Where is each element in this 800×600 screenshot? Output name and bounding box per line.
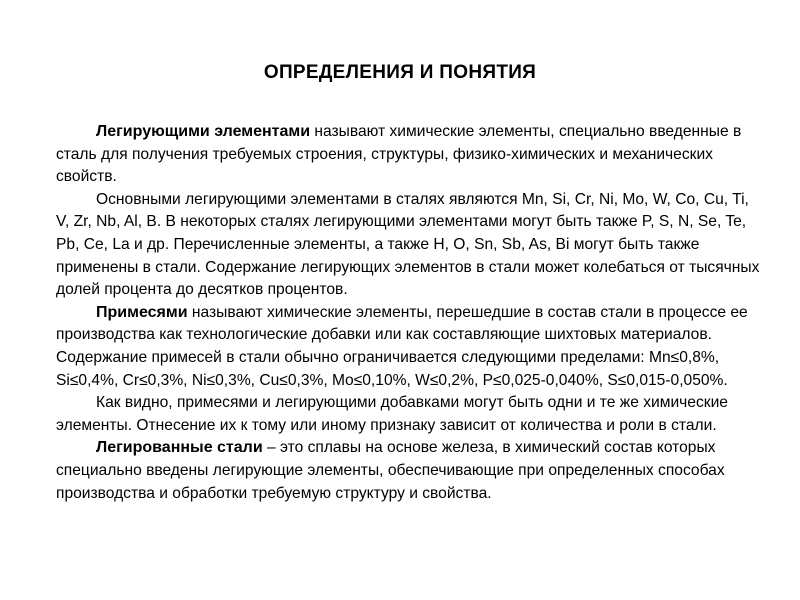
paragraph-alloyed-steels	[56, 437, 762, 505]
text-main-alloying-elements: Основными легирующими элементами в сталях являются Mn, Si, Cr, Ni, Mo, W, Co, Cu, Ti, V, Zr, Nb, Al, B. В некоторых сталях легирующими элементами могут быть также P, S, N, Se, Te, Pb, Ce, La и др. Перечисленные элементы, а также H, O, Sn, Sb, As, Bi могут быть также применены в стали. Содержание легирующих элементов в стали может колебаться от тысячных долей процента до десятков процентов.	[56, 190, 760, 299]
term-alloyed-steels: Легированные стали	[96, 439, 263, 457]
text-comparison: Как видно, примесями и легирующими добавками могут быть одни и те же химические элементы. Отнесение их к тому или иному признаку зависит от количества и роли в стали.	[56, 394, 728, 434]
definition-alloyed-steels: – это сплавы на основе железа, в химический состав которых специально введены легирующие элементы, обеспечивающие при определенных способах производства и обработки требуемую структуру и свойства.	[56, 439, 725, 502]
paragraph-main-alloying-elements	[56, 189, 762, 302]
slide-body	[56, 121, 762, 505]
paragraph-impurities	[56, 302, 762, 392]
paragraph-alloying-elements	[56, 121, 762, 189]
definition-impurities: называют химические элементы, перешедшие в состав стали в процессе ее производства как технологические добавки или как составляющие шихтовых материалов. Содержание примесей в стали обычно ограничивается следующими пределами: Mn≤0,8%, Si≤0,4%, Cr≤0,3%, Ni≤0,3%, Cu≤0,3%, Mo≤0,10%, W≤0,2%, P≤0,025-0,040%, S≤0,015-0,050%.	[56, 303, 748, 389]
paragraph-comparison	[56, 392, 762, 437]
term-alloying-elements: Легирующими элементами	[96, 123, 311, 140]
definition-alloying-elements: называют химические элементы, специально введенные в сталь для получения требуемых строения, структуры, физико-химических и механических свойств.	[56, 123, 742, 186]
term-impurities: Примесями	[96, 303, 188, 321]
slide-title: ОПРЕДЕЛЕНИЯ И ПОНЯТИЯ	[263, 62, 537, 83]
